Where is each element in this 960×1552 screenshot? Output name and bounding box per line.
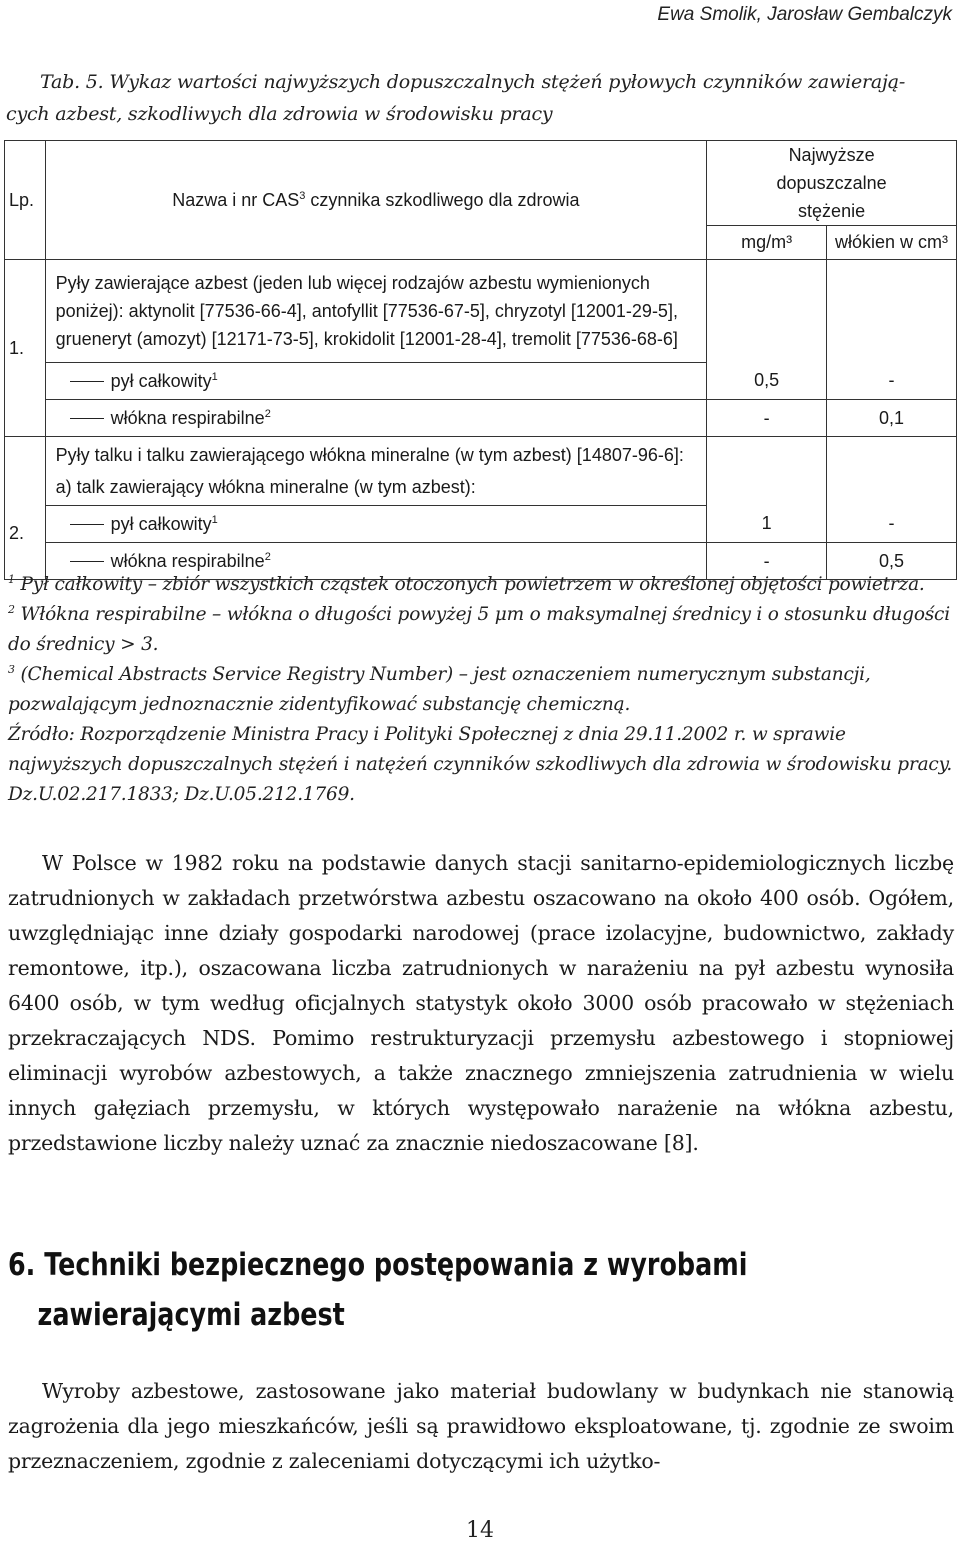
- row-1-total-dust: pył całkowity$^1$: [45, 363, 707, 400]
- footnote-1: $^1$ Pył całkowity – zbiór wszystkich cząstek otoczonych powietrzem w określonej objętości powietrza.: [8, 573, 925, 595]
- header-name: Nazwa i nr CAS$^3$ czynnika szkodliwego dla zdrowia: [45, 141, 707, 260]
- asbestos-limits-table: [4, 140, 957, 580]
- footnotes: [8, 570, 956, 810]
- row-2-description: Pyły talku i talku zawierającego włókna mineralne (w tym azbest) [14807-96-6]: a) talk zawierający włókna mineralne (w tym azbest):: [45, 437, 707, 506]
- table-row: [5, 400, 957, 437]
- row-2-respirable: włókna respirabilne$^2$: [45, 543, 707, 580]
- header-mg: mg/m³: [707, 226, 827, 260]
- row-2-total-dust: pył całkowity$^1$: [45, 506, 707, 543]
- row-1-respirable-mg: -: [707, 400, 827, 437]
- body-paragraph-1: W Polsce w 1982 roku na podstawie danych stacji sanitarno-epidemiologicznych liczbę zatrudnionych w zakładach przetwórstwa azbestu oszacowano na około 400 osób. Ogółem, uwzględniając inne działy gospodarki narodowej (prace izolacyjne, budownictwo, zakłady remontowe, itp.), oszacowana liczba zatrudnionych w narażeniu na pył azbestu wynosiła 6400 osób, w tym według oficjalnych statystyk około 3000 osób pracowało w stężeniach przekraczających NDS. Pomimo restrukturyzacji przemysłu azbestowego i stopniowej eliminacji wyrobów azbestowych, a także znacznego zmniejszenia zatrudnienia w wielu innych gałęziach przemysłu, w których występowało narażenie na włókna azbestu, przedstawione liczby należy uznać za znacznie niedoszacowane [8].: [8, 851, 954, 1155]
- header-lp: Lp.: [5, 141, 46, 260]
- table-caption: [6, 66, 952, 130]
- row-2-lp: 2.: [5, 437, 46, 580]
- row-2-respirable-mg: -: [707, 543, 827, 580]
- running-header-author: Ewa Smolik, Jarosław Gembalczyk: [657, 4, 952, 25]
- table-row: [5, 363, 957, 400]
- body-paragraph-2: Wyroby azbestowe, zastosowane jako materiał budowlany w budynkach nie stanowią zagrożenia dla jego mieszkańców, jeśli są prawidłowo eksploatowane, tj. zgodnie ze swoim przeznaczeniem, zgodnie z zaleceniami dotyczącymi ich użytko-: [8, 1379, 954, 1473]
- header-fibres: włókien w cm³: [827, 226, 957, 260]
- footnote-3: $^3$ (Chemical Abstracts Service Registry Number) – jest oznaczeniem numerycznym substancji, pozwalającym jednoznacznie zidentyfikować substancję chemiczną.: [8, 663, 871, 715]
- source-note: Źródło: Rozporządzenie Ministra Pracy i Polityki Społecznej z dnia 29.11.2002 r. w sprawie najwyższych dopuszczalnych stężeń i natężeń czynników szkodliwych dla zdrowia w środowisku pracy. Dz.U.02.217.1833; Dz.U.05.212.1769.: [8, 724, 953, 805]
- caption-line-2: cych azbest, szkodliwych dla zdrowia w środowisku pracy: [6, 103, 553, 125]
- row-1-description: Pyły zawierające azbest (jeden lub więcej rodzajów azbestu wymienionych poniżej): aktynolit [77536-66-4], antofyllit [77536-67-5], chryzotyl [12001-29-5], grueneryt (amozyt) [12171-73-5], krokidolit [12001-28-4], tremolit [77536-68-6]: [45, 260, 707, 363]
- page-number: 14: [466, 1518, 494, 1543]
- section-heading-line-1: 6. Techniki bezpiecznego postępowania z wyrobami: [8, 1247, 748, 1283]
- row-1-total-dust-mg: 0,5: [707, 363, 827, 400]
- header-limits: Najwyższe dopuszczalne stężenie: [707, 141, 957, 226]
- row-2-total-dust-fibres: -: [827, 506, 957, 543]
- row-2-description-a: a) talk zawierający włókna mineralne (w tym azbest):: [55, 477, 476, 497]
- row-1-lp: 1.: [5, 260, 46, 437]
- row-1-respirable: włókna respirabilne$^2$: [45, 400, 707, 437]
- row-2-respirable-fibres: 0,5: [827, 543, 957, 580]
- table-row: [5, 506, 957, 543]
- row-2-total-dust-mg: 1: [707, 506, 827, 543]
- row-1-respirable-fibres: 0,1: [827, 400, 957, 437]
- section-heading-line-2: zawierającymi azbest: [37, 1297, 345, 1333]
- caption-line-1: Tab. 5. Wykaz wartości najwyższych dopuszczalnych stężeń pyłowych czynników zawierają-: [40, 71, 906, 93]
- footnote-2: $^2$ Włókna respirabilne – włókna o długości powyżej 5 μm o maksymalnej średnicy i o stosunku długości do średnicy > 3.: [8, 603, 950, 655]
- section-heading: [8, 1240, 951, 1340]
- row-1-total-dust-fibres: -: [827, 363, 957, 400]
